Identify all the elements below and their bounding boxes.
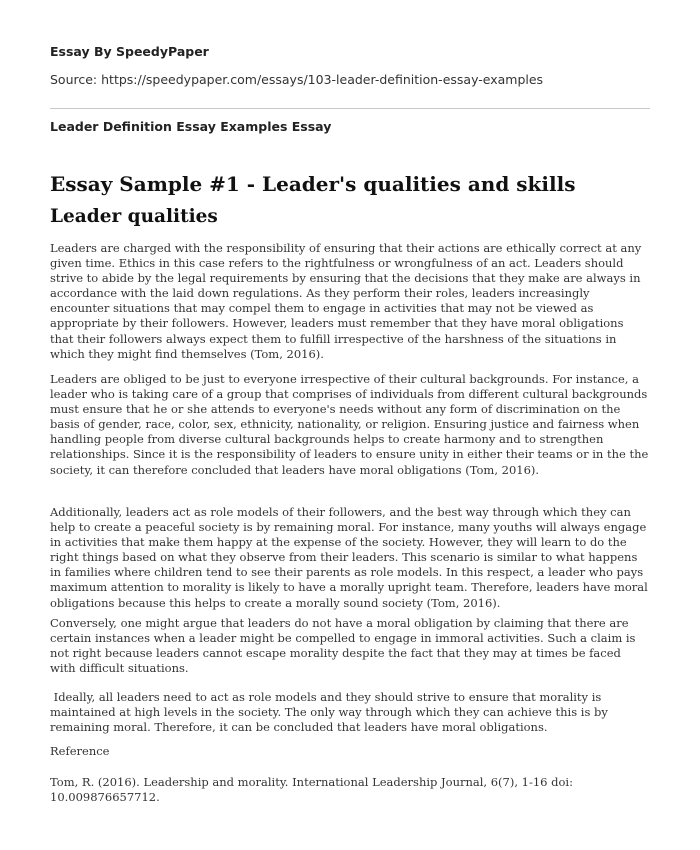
paragraph-4: Conversely, one might argue that leaders do not have a moral obligation by claiming that there are certain instances when a leader might be compelled to engage in immoral activities. Such a claim is not right because leaders cannot escape morality despite the fact that they may at times be faced with difficult situations. xyxy=(50,616,636,676)
reference-label: Reference xyxy=(50,744,110,758)
essay-heading: Essay Sample #1 - Leader's qualities and skills xyxy=(50,172,576,196)
header-divider xyxy=(50,108,650,109)
paragraph-1: Leaders are charged with the responsibility of ensuring that their actions are ethically correct at any given time. Ethics in this case refers to the rightfulness or wrongfulness of an act. Leaders should strive to abide by the legal requirements by ensuring that the decisions that they make are always in accordance with the laid down regulations. As they perform their roles, leaders increasingly encounter situations that may compel them to engage in activities that may not be viewed as appropriate by their followers. However, leaders must remember that they have moral obligations that their followers always expect them to fulfill irrespective of the harshness of the situations in which they might find themselves (Tom, 2016). xyxy=(50,241,642,361)
paragraph-3: Additionally, leaders act as role models of their followers, and the best way through which they can help to create a peaceful society is by remaining moral. For instance, many youths will always engage in activities that make them happy at the expense of the society. However, they will learn to do the right things based on what they observe from their leaders. This scenario is similar to what happens in families where children tend to see their parents as role models. In this respect, a leader who pays maximum attention to morality is likely to have a morally upright team. Therefore, leaders have moral obligations because this helps to create a morally sound society (Tom, 2016). xyxy=(50,505,648,610)
paragraph-5: Ideally, all leaders need to act as role models and they should strive to ensure that morality is maintained at high levels in the society. The only way through which they can achieve this is by remaining moral. Therefore, it can be concluded that leaders have moral obligations. xyxy=(50,690,612,735)
paragraph-2: Leaders are obliged to be just to everyone irrespective of their cultural backgrounds. For instance, a leader who is taking care of a group that comprises of individuals from different cultural backgrounds must ensure that he or she attends to everyone's needs without any form of discrimination on the basis of gender, race, color, sex, ethnicity, nationality, or religion. Ensuring justice and fairness when handling people from diverse cultural backgrounds helps to create harmony and to strengthen relationships. Since it is the responsibility of leaders to ensure unity in either their teams or in the the society, it can therefore concluded that leaders have moral obligations (Tom, 2016). xyxy=(50,372,649,477)
site-title: Essay By SpeedyPaper xyxy=(50,44,209,59)
document-title: Leader Definition Essay Examples Essay xyxy=(50,119,332,134)
section-heading: Leader qualities xyxy=(50,206,218,227)
source-link[interactable]: Source: https://speedypaper.com/essays/103-leader-definition-essay-examples xyxy=(50,72,544,87)
reference-entry: Tom, R. (2016). Leadership and morality. International Leadership Journal, 6(7), 1-16 doi: 10.009876657712. xyxy=(50,775,573,805)
